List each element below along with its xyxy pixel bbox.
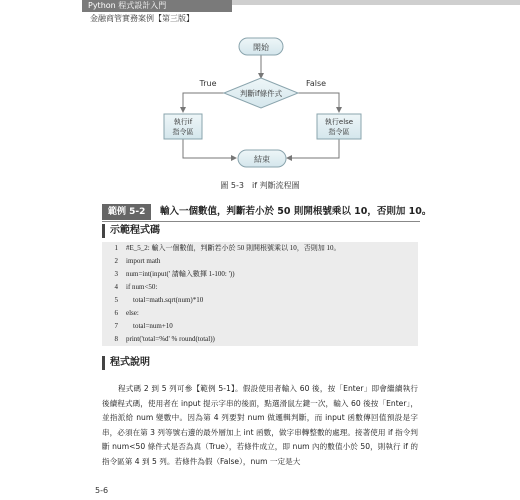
code-text: total=num+10	[126, 322, 173, 330]
code-text: print('total=%d' % round(total))	[126, 335, 215, 343]
explanation-section-title: 程式說明	[102, 356, 150, 370]
code-text: #E_5_2: 輸入一個數值，判斷若小於 50 則開根號乘以 10，否則加 10。	[126, 244, 341, 252]
explanation-paragraph	[102, 382, 418, 469]
connector-false	[296, 93, 339, 112]
line-number: 6	[114, 309, 118, 317]
connector-if-end	[183, 139, 236, 158]
connector-else-end	[287, 139, 339, 158]
line-number: 5	[114, 296, 118, 304]
code-line	[102, 333, 215, 345]
code-line	[102, 320, 173, 332]
code-text: else:	[126, 309, 139, 317]
example-divider	[102, 221, 420, 222]
example-description: 輸入一個數值，判斷若小於 50 則開根號乘以 10，否則加 10。	[160, 206, 432, 217]
decision-label: 判斷if條件式	[239, 89, 283, 98]
example-badge: 範例 5-2	[102, 204, 151, 220]
start-label: 開始	[253, 43, 269, 52]
line-number: 7	[114, 322, 118, 330]
figure-caption: 圖 5-3 if 判斷流程圖	[220, 181, 300, 190]
code-block	[102, 242, 418, 346]
code-text: import math	[126, 257, 161, 265]
line-number: 3	[114, 270, 118, 278]
else-block-line1: 執行else	[324, 118, 354, 126]
if-block-line2: 指令區	[172, 128, 194, 136]
else-block-line2: 指令區	[328, 128, 350, 136]
false-label: False	[305, 79, 327, 88]
true-label: True	[199, 79, 217, 88]
code-section-title: 示範程式碼	[102, 224, 160, 238]
code-text: num=int(input(' 請輸入數揮 1-100: '))	[126, 270, 235, 278]
end-label: 結束	[254, 155, 270, 164]
explanation-text: 程式碼 2 到 5 列可參【範例 5-1】。假設使用者輸入 60 後，按「Enter」即會繼續執行後續程式碼，使用者在 input 提示字串的後面，點選滑鼠左鍵一次，輸入 60 後按「Enter」，並指派給 num 變數中。因為第 4 列要對 num 做邏輯判斷，而 input 函數傳回值預設是字串，必須在第 3 列等號右邊的最外層加上 int 函數，做字串轉整數的處理。接著使用 if 指令判斷 num<50 條件式是否為真（True），若條件成立，即 num 內的數值小於 50，則執行 if 的指令區第 4 到 5 列。若條件為假（False），num 一定是大	[102, 384, 418, 466]
code-line	[102, 281, 157, 293]
book-subtitle: 金融商管實務案例【第三版】	[90, 14, 194, 23]
if-flowchart	[0, 0, 520, 180]
line-number: 2	[114, 257, 118, 265]
code-line	[102, 268, 235, 280]
code-line	[102, 307, 139, 319]
if-block-line1: 執行if	[173, 118, 193, 126]
code-line	[102, 242, 340, 254]
connector-true	[183, 93, 226, 112]
code-line	[102, 294, 203, 306]
book-title-tab: Python 程式設計入門	[82, 0, 232, 12]
page-number: 5-6	[95, 486, 109, 495]
line-number: 8	[114, 335, 118, 343]
code-line	[102, 255, 160, 267]
line-number: 4	[114, 283, 118, 291]
line-number: 1	[114, 244, 118, 252]
code-text: total=math.sqrt(num)*10	[126, 296, 204, 304]
code-text: if num<50:	[126, 283, 158, 291]
